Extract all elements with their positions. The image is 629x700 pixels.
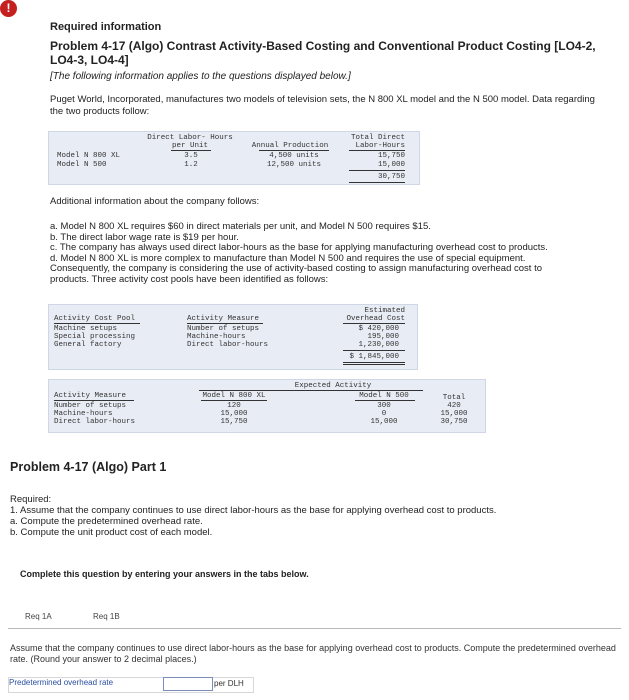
tab-req-1b[interactable]: Req 1B <box>93 612 120 621</box>
cell-hours-n500: 1.2 <box>184 161 198 169</box>
col-header-production: Annual Production <box>251 142 329 150</box>
cell-pool-setups: Machine setups <box>54 325 118 333</box>
cell-pool-general: General factory <box>54 341 122 349</box>
cell-total-n500: 15,000 <box>377 161 405 169</box>
cell-cost-setups: $ 420,000 <box>358 325 399 333</box>
row-label-n500: Model N 500 <box>57 161 107 169</box>
product-data-table <box>48 131 420 185</box>
overhead-rate-input[interactable] <box>163 677 213 691</box>
answer-unit: per DLH <box>214 679 244 688</box>
cell-cost-special: 195,000 <box>367 333 399 341</box>
cell-n500-setups: 300 <box>377 402 391 410</box>
list-item: Consequently, the company is considering the use of activity-based costing to assign manufacturing overhead cost to <box>50 263 542 274</box>
col-header-total-line1: Total Direct <box>350 134 405 142</box>
required-line-1: 1. Assume that the company continues to use direct labor-hours as the base for applying overhead cost to products. <box>10 505 497 516</box>
cell-measure-setups: Number of setups <box>187 325 260 333</box>
cell-measure-dlh: Direct labor-hours <box>54 418 136 426</box>
cell-total-machine: 15,000 <box>440 410 468 418</box>
col-header-total-line2: Labor-Hours <box>355 142 405 150</box>
cell-measure-general: Direct labor-hours <box>187 341 269 349</box>
required-line-b: b. Compute the unit product cost of each model. <box>10 527 213 538</box>
cell-total-dlh: 30,750 <box>440 418 468 426</box>
header-total: Total <box>442 394 466 402</box>
answer-label: Predetermined overhead rate <box>9 678 114 687</box>
cell-total-n800: 15,750 <box>377 152 405 160</box>
intro-text: Puget World, Incorporated, manufactures two models of television sets, the N 800 XL model and the N 500 model. Data regarding the two products follow: <box>50 94 595 117</box>
cell-n800-dlh: 15,750 <box>220 418 248 426</box>
cell-measure-machine: Machine-hours <box>54 410 113 418</box>
cell-cost-general: 1,230,000 <box>358 341 399 349</box>
required-information-heading: Required information <box>50 21 162 33</box>
additional-info-list <box>50 222 620 285</box>
cell-production-n500: 12,500 units <box>266 161 321 169</box>
header-estimated-line2: Overhead Cost <box>346 315 405 323</box>
header-n500: Model N 500 <box>359 392 409 400</box>
instructions-text: Complete this question by entering your answers in the tabs below. <box>20 569 309 579</box>
list-item: c. The company has always used direct labor-hours as the base for applying manufacturing overhead cost to products. <box>50 242 548 253</box>
list-item: b. The direct labor wage rate is $19 per hour. <box>50 231 239 243</box>
note-text: [The following information applies to the questions displayed below.] <box>50 71 351 82</box>
col-header-dlh-line2: per Unit <box>171 142 208 150</box>
cell-hours-n800: 3.5 <box>184 152 198 160</box>
question-prompt: Assume that the company continues to use direct labor-hours as the base for applying overhead cost to products. Compute the predetermined overhead rate. (Round your answer to 2 decimal places.) <box>10 643 616 664</box>
cell-n500-machine: 0 <box>381 410 387 418</box>
header-cost-pool: Activity Cost Pool <box>54 315 136 323</box>
cell-grand-total: 30,750 <box>377 173 405 181</box>
expected-activity-table <box>48 379 486 433</box>
header-activity-measure: Activity Measure <box>187 315 260 323</box>
alert-icon: ! <box>0 0 17 17</box>
header-activity-measure: Activity Measure <box>54 392 127 400</box>
cell-production-n800: 4,500 units <box>269 152 319 160</box>
additional-info-heading: Additional information about the company follows: <box>50 196 260 207</box>
cell-total-setups: 420 <box>447 402 461 410</box>
cell-n800-setups: 120 <box>227 402 241 410</box>
cell-measure-setups: Number of setups <box>54 402 127 410</box>
header-n800: Model N 800 XL <box>202 392 266 400</box>
required-section <box>10 494 610 538</box>
required-label: Required: <box>10 494 52 505</box>
list-item: a. Model N 800 XL requires $60 in direct materials per unit, and Model N 500 requires $15. <box>50 221 431 232</box>
col-header-dlh-line1: Direct Labor- Hours <box>147 134 233 142</box>
list-item: products. Three activity cost pools have been identified as follows: <box>50 273 329 285</box>
header-estimated-line1: Estimated <box>364 307 405 315</box>
cell-n800-machine: 15,000 <box>220 410 248 418</box>
cell-n500-dlh: 15,000 <box>370 418 398 426</box>
list-item: d. Model N 800 XL is more complex to manufacture than Model N 500 and requires the use of special equipment. <box>50 252 526 264</box>
tab-req-1a[interactable]: Req 1A <box>25 612 52 621</box>
cell-total-overhead: $ 1,845,000 <box>349 353 399 361</box>
cell-measure-special: Machine-hours <box>187 333 246 341</box>
activity-cost-pool-table <box>48 304 418 370</box>
cell-pool-special: Special processing <box>54 333 136 341</box>
problem-title: Problem 4-17 (Algo) Contrast Activity-Based Costing and Conventional Product Costing [LO4-2, LO4-3, LO4-4] <box>50 39 596 67</box>
header-expected-activity: Expected Activity <box>294 382 372 390</box>
row-label-n800: Model N 800 XL <box>57 152 121 160</box>
part-title: Problem 4-17 (Algo) Part 1 <box>10 460 167 474</box>
required-line-a: a. Compute the predetermined overhead rate. <box>10 516 203 527</box>
